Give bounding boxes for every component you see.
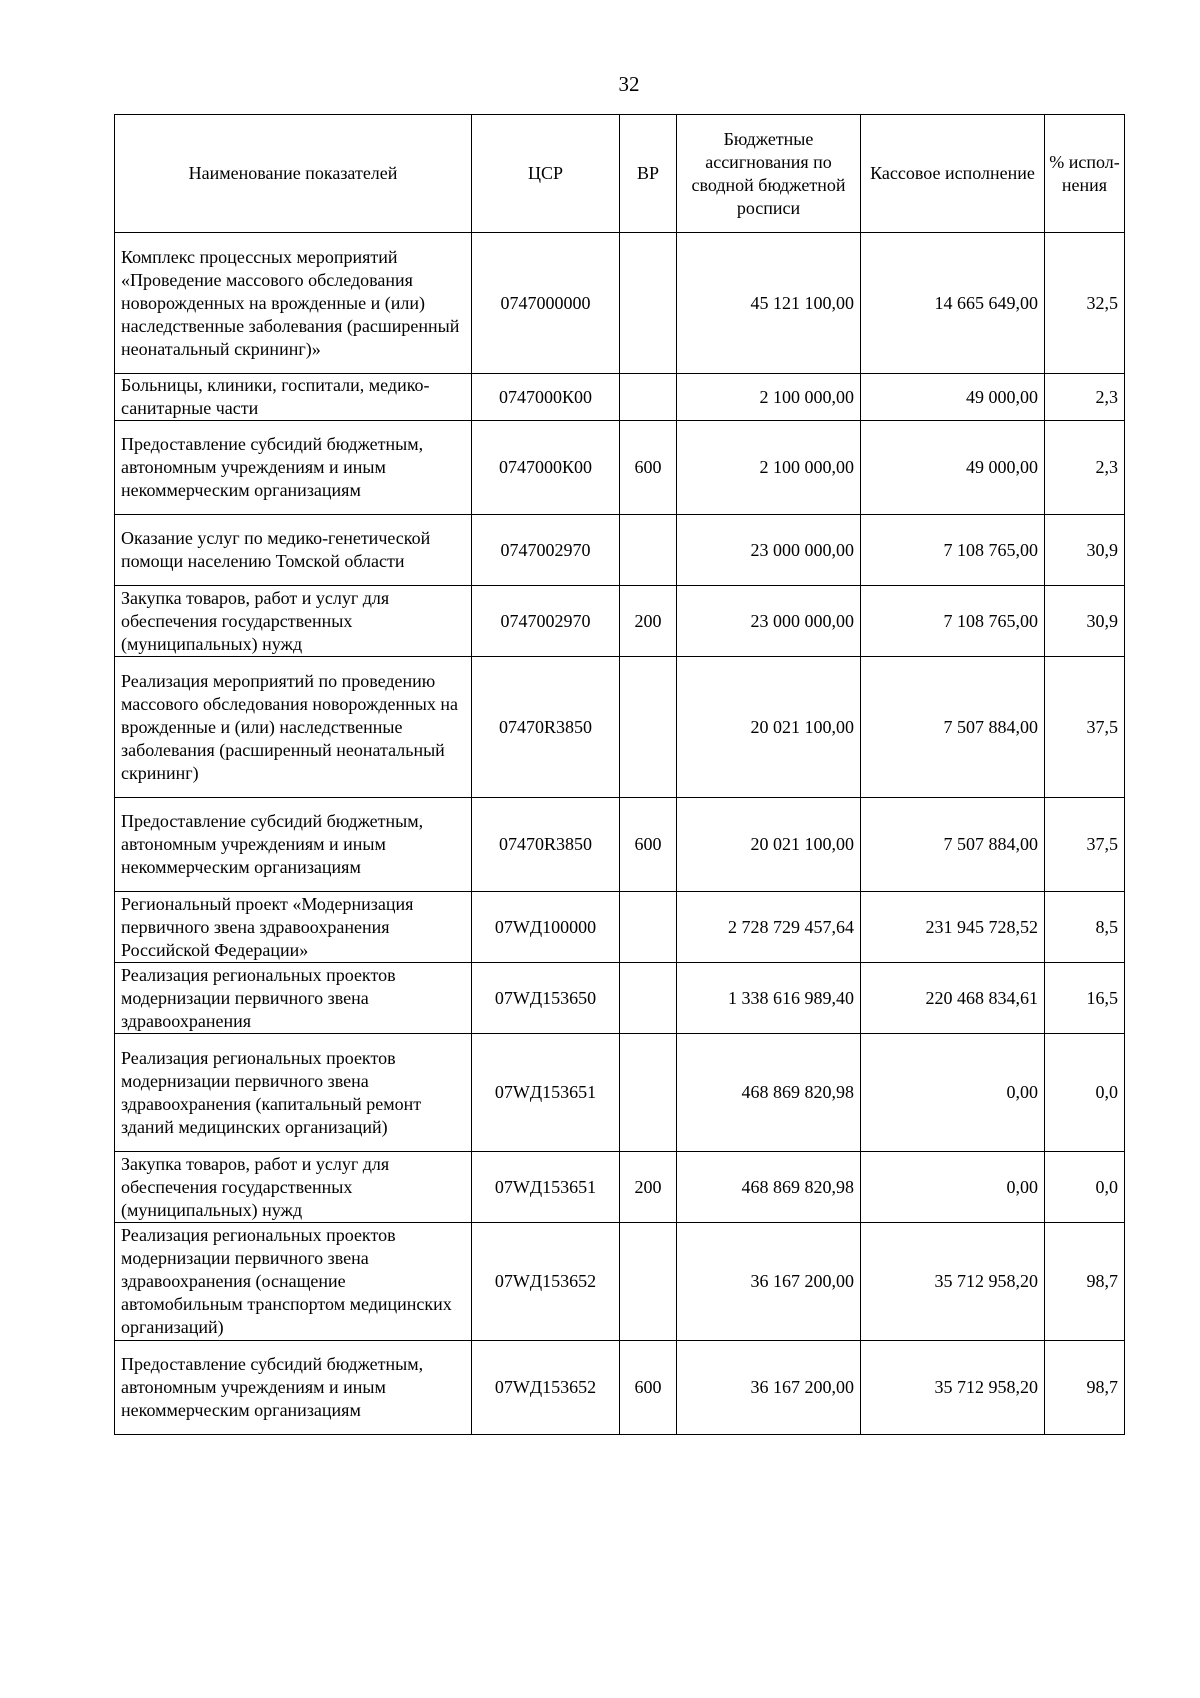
cell-vr (620, 1034, 677, 1152)
cell-percent: 30,9 (1045, 515, 1125, 586)
table-row (115, 1223, 1125, 1341)
cell-percent: 37,5 (1045, 657, 1125, 798)
cell-name: Комплекс процессных мероприятий «Проведение массового обследования новорожденных на врожденные и (или) наследственные заболевания (расширенный неонатальный скрининг)» (115, 233, 472, 374)
cell-cash: 49 000,00 (861, 374, 1045, 421)
cell-csr: 07WД153652 (472, 1341, 620, 1435)
header-budget: Бюджетные ассигнования по сводной бюджетной росписи (677, 115, 861, 233)
cell-csr: 07470R3850 (472, 798, 620, 892)
cell-csr: 0747002970 (472, 515, 620, 586)
cell-cash: 14 665 649,00 (861, 233, 1045, 374)
cell-name: Закупка товаров, работ и услуг для обеспечения государственных (муниципальных) нужд (115, 1152, 472, 1223)
cell-vr (620, 374, 677, 421)
header-cash: Кассовое исполнение (861, 115, 1045, 233)
cell-cash: 220 468 834,61 (861, 963, 1045, 1034)
cell-cash: 7 108 765,00 (861, 586, 1045, 657)
cell-cash: 0,00 (861, 1152, 1045, 1223)
page-number: 32 (618, 72, 640, 96)
cell-percent: 0,0 (1045, 1034, 1125, 1152)
cell-csr: 07WД153652 (472, 1223, 620, 1341)
cell-csr: 07WД153651 (472, 1152, 620, 1223)
cell-name: Больницы, клиники, госпитали, медико-санитарные части (115, 374, 472, 421)
cell-vr (620, 963, 677, 1034)
table-row (115, 1034, 1125, 1152)
cell-cash: 49 000,00 (861, 421, 1045, 515)
cell-budget: 36 167 200,00 (677, 1341, 861, 1435)
cell-cash: 7 507 884,00 (861, 657, 1045, 798)
cell-percent: 37,5 (1045, 798, 1125, 892)
cell-vr (620, 233, 677, 374)
cell-budget: 20 021 100,00 (677, 798, 861, 892)
header-vr: ВР (620, 115, 677, 233)
cell-cash: 0,00 (861, 1034, 1045, 1152)
cell-name: Оказание услуг по медико-генетической помощи населению Томской области (115, 515, 472, 586)
cell-cash: 231 945 728,52 (861, 892, 1045, 963)
cell-name: Реализация региональных проектов модернизации первичного звена здравоохранения (капитальный ремонт зданий медицинских организаций) (115, 1034, 472, 1152)
table-row (115, 798, 1125, 892)
table-row (115, 421, 1125, 515)
table-row (115, 515, 1125, 586)
table-row (115, 892, 1125, 963)
cell-csr: 07WД153651 (472, 1034, 620, 1152)
cell-percent: 0,0 (1045, 1152, 1125, 1223)
cell-vr (620, 1223, 677, 1341)
cell-vr (620, 515, 677, 586)
cell-cash: 7 108 765,00 (861, 515, 1045, 586)
budget-execution-table (114, 114, 1125, 1435)
header-percent: % испол-нения (1045, 115, 1125, 233)
cell-vr: 600 (620, 421, 677, 515)
cell-csr: 07470R3850 (472, 657, 620, 798)
cell-budget: 2 100 000,00 (677, 374, 861, 421)
cell-vr: 600 (620, 1341, 677, 1435)
header-name: Наименование показателей (115, 115, 472, 233)
table-row (115, 1341, 1125, 1435)
cell-csr: 0747000000 (472, 233, 620, 374)
cell-vr (620, 892, 677, 963)
cell-vr (620, 657, 677, 798)
cell-percent: 98,7 (1045, 1223, 1125, 1341)
cell-percent: 98,7 (1045, 1341, 1125, 1435)
cell-percent: 2,3 (1045, 374, 1125, 421)
table-row (115, 233, 1125, 374)
cell-name: Реализация мероприятий по проведению массового обследования новорожденных на врожденные и (или) наследственные заболевания (расширенный неонатальный скрининг) (115, 657, 472, 798)
cell-csr: 0747000К00 (472, 421, 620, 515)
cell-cash: 35 712 958,20 (861, 1341, 1045, 1435)
cell-percent: 16,5 (1045, 963, 1125, 1034)
cell-name: Предоставление субсидий бюджетным, автономным учреждениям и иным некоммерческим организациям (115, 1341, 472, 1435)
cell-name: Предоставление субсидий бюджетным, автономным учреждениям и иным некоммерческим организациям (115, 798, 472, 892)
cell-budget: 2 728 729 457,64 (677, 892, 861, 963)
cell-budget: 2 100 000,00 (677, 421, 861, 515)
cell-budget: 468 869 820,98 (677, 1034, 861, 1152)
cell-budget: 23 000 000,00 (677, 515, 861, 586)
cell-name: Реализация региональных проектов модернизации первичного звена здравоохранения (оснащение автомобильным транспортом медицинских организаций) (115, 1223, 472, 1341)
cell-vr: 200 (620, 586, 677, 657)
cell-percent: 30,9 (1045, 586, 1125, 657)
cell-budget: 20 021 100,00 (677, 657, 861, 798)
cell-percent: 8,5 (1045, 892, 1125, 963)
table-header-row (115, 115, 1125, 233)
cell-budget: 23 000 000,00 (677, 586, 861, 657)
cell-budget: 1 338 616 989,40 (677, 963, 861, 1034)
table-row (115, 963, 1125, 1034)
cell-percent: 32,5 (1045, 233, 1125, 374)
cell-budget: 468 869 820,98 (677, 1152, 861, 1223)
table-row (115, 586, 1125, 657)
cell-name: Региональный проект «Модернизация первичного звена здравоохранения Российской Федерации» (115, 892, 472, 963)
cell-csr: 07WД153650 (472, 963, 620, 1034)
cell-name: Закупка товаров, работ и услуг для обеспечения государственных (муниципальных) нужд (115, 586, 472, 657)
cell-vr: 600 (620, 798, 677, 892)
header-csr: ЦСР (472, 115, 620, 233)
table-row (115, 657, 1125, 798)
cell-vr: 200 (620, 1152, 677, 1223)
cell-percent: 2,3 (1045, 421, 1125, 515)
table-row (115, 1152, 1125, 1223)
cell-csr: 0747000К00 (472, 374, 620, 421)
cell-cash: 35 712 958,20 (861, 1223, 1045, 1341)
cell-csr: 0747002970 (472, 586, 620, 657)
cell-cash: 7 507 884,00 (861, 798, 1045, 892)
table-body (115, 233, 1125, 1435)
cell-budget: 36 167 200,00 (677, 1223, 861, 1341)
cell-csr: 07WД100000 (472, 892, 620, 963)
cell-name: Предоставление субсидий бюджетным, автономным учреждениям и иным некоммерческим организациям (115, 421, 472, 515)
cell-name: Реализация региональных проектов модернизации первичного звена здравоохранения (115, 963, 472, 1034)
cell-budget: 45 121 100,00 (677, 233, 861, 374)
table-row (115, 374, 1125, 421)
